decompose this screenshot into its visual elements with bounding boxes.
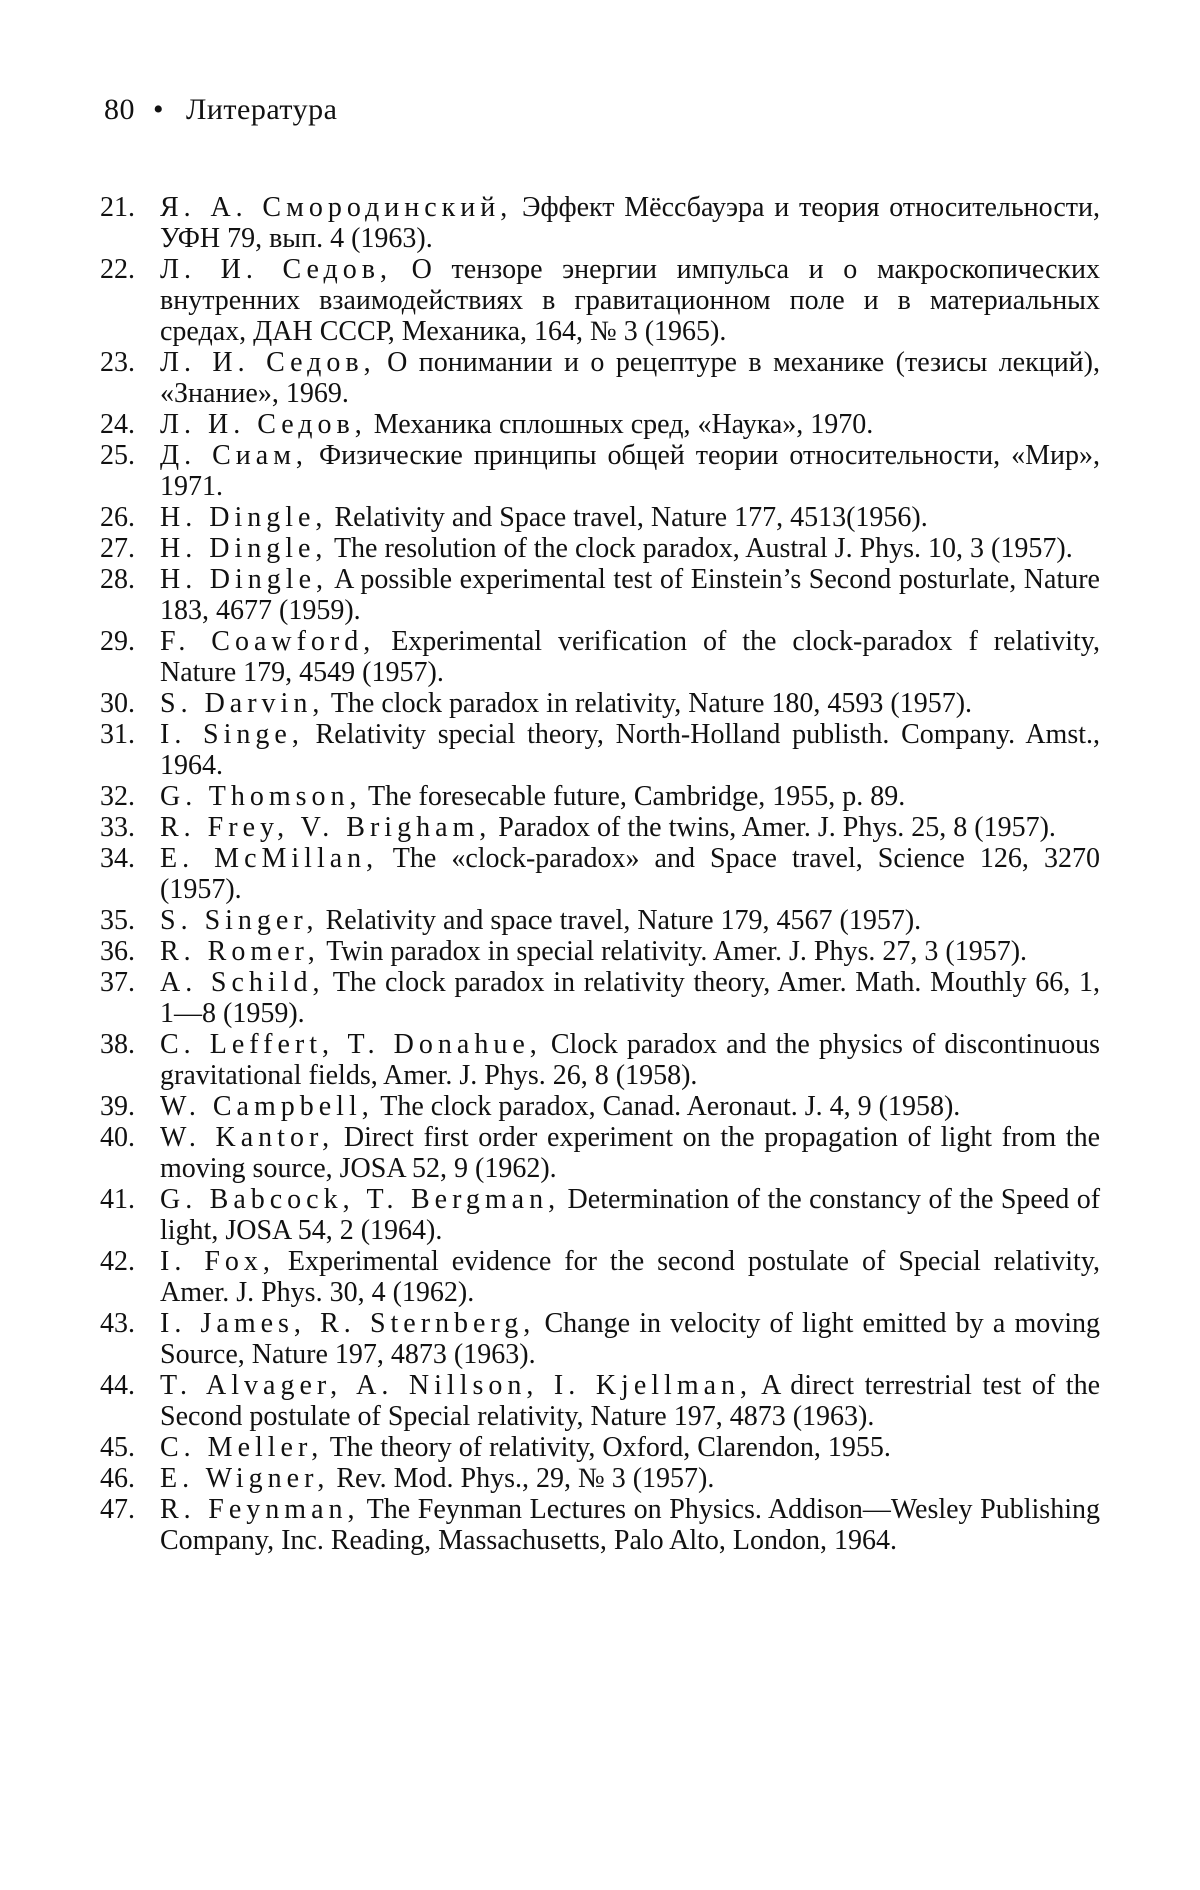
reference-item: [100, 1122, 1100, 1184]
reference-text: The clock paradox in relativity theory, Amer. Math. Mouthly 66, 1, 1—8 (1959).: [160, 967, 1101, 1029]
reference-number: 36.: [100, 936, 135, 967]
reference-text: Experimental evidence for the second postulate of Special relativity, Amer. J. Phys. 30, 4 (1962).: [160, 1246, 1100, 1308]
reference-item: [100, 781, 1100, 812]
reference-item: [100, 533, 1100, 564]
reference-text: The clock paradox in relativity, Nature 180, 4593 (1957).: [330, 688, 973, 719]
reference-author: G. Babcock, T. Bergman,: [160, 1184, 561, 1215]
reference-text: The Feynman Lectures on Physics. Addison—Wesley Publishing Company, Inc. Reading, Massachusetts, Palo Alto, London, 1964.: [160, 1494, 1100, 1556]
reference-text: Relativity and Space travel, Nature 177, 4513(1956).: [334, 502, 928, 533]
reference-number: 39.: [100, 1091, 135, 1122]
reference-number: 32.: [100, 781, 135, 812]
reference-text: The theory of relativity, Oxford, Clarendon, 1955.: [329, 1432, 891, 1463]
header-separator: •: [153, 93, 165, 126]
reference-number: 22.: [100, 254, 135, 285]
reference-item: [100, 967, 1100, 1029]
reference-item: [100, 564, 1100, 626]
reference-number: 45.: [100, 1432, 135, 1463]
reference-author: Л. И. Седов,: [160, 347, 376, 378]
reference-text: О понимании и о рецептуре в механике (тезисы лекций), «Знание», 1969.: [160, 347, 1100, 409]
reference-author: W. Campbell,: [160, 1091, 374, 1122]
reference-text: Twin paradox in special relativity. Amer. J. Phys. 27, 3 (1957).: [326, 936, 1028, 967]
reference-author: T. Alvager, A. Nillson, I. Kjellman,: [160, 1370, 753, 1401]
reference-item: [100, 1308, 1100, 1370]
reference-text: Relativity and space travel, Nature 179, 4567 (1957).: [325, 905, 922, 936]
reference-text: Физические принципы общей теории относительности, «Мир», 1971.: [160, 440, 1101, 502]
reference-item: [100, 440, 1100, 502]
reference-author: A. Schild,: [160, 967, 325, 998]
page-number: 80: [104, 93, 135, 126]
reference-number: 46.: [100, 1463, 135, 1494]
reference-text: A direct terrestrial test of the Second postulate of Special relativity, Nature 197, 4873 (1963).: [160, 1370, 1100, 1432]
reference-text: Rev. Mod. Phys., 29, № 3 (1957).: [336, 1463, 715, 1494]
reference-number: 31.: [100, 719, 135, 750]
reference-item: [100, 812, 1100, 843]
reference-text: Механика сплошных сред, «Наука», 1970.: [373, 409, 874, 440]
reference-author: I. Fox,: [160, 1246, 275, 1277]
running-head: [104, 92, 337, 128]
reference-text: The clock paradox, Canad. Aeronaut. J. 4, 9 (1958).: [380, 1091, 961, 1122]
reference-number: 47.: [100, 1494, 135, 1525]
reference-text: Paradox of the twins, Amer. J. Phys. 25, 8 (1957).: [498, 812, 1056, 843]
reference-text: Change in velocity of light emitted by a moving Source, Nature 197, 4873 (1963).: [160, 1308, 1101, 1370]
reference-number: 30.: [100, 688, 135, 719]
reference-number: 21.: [100, 192, 135, 223]
reference-item: [100, 1184, 1100, 1246]
reference-author: E. McMillan,: [160, 843, 379, 874]
reference-item: [100, 688, 1100, 719]
reference-item: [100, 347, 1100, 409]
reference-author: E. Wigner,: [160, 1463, 330, 1494]
reference-text: A possible experimental test of Einstein’s Second posturlate, Nature 183, 4677 (1959).: [160, 564, 1100, 626]
reference-author: S. Darvin,: [160, 688, 325, 719]
reference-author: H. Dingle,: [160, 564, 329, 595]
reference-item: [100, 502, 1100, 533]
reference-item: [100, 1029, 1100, 1091]
reference-author: G. Thomson,: [160, 781, 362, 812]
reference-item: [100, 843, 1100, 905]
reference-author: C. Meller,: [160, 1432, 324, 1463]
reference-item: [100, 192, 1100, 254]
reference-item: [100, 1494, 1100, 1556]
reference-number: 28.: [100, 564, 135, 595]
reference-text: The foresecable future, Cambridge, 1955, p. 89.: [368, 781, 906, 812]
reference-author: I. Singe,: [160, 719, 304, 750]
reference-author: H. Dingle,: [160, 502, 328, 533]
reference-number: 34.: [100, 843, 135, 874]
reference-item: [100, 626, 1100, 688]
reference-item: [100, 1463, 1100, 1494]
reference-number: 24.: [100, 409, 135, 440]
reference-text: Relativity special theory, North-Holland publisth. Company. Amst., 1964.: [160, 719, 1100, 781]
reference-item: [100, 254, 1100, 347]
reference-number: 43.: [100, 1308, 135, 1339]
reference-text: Clock paradox and the physics of discontinuous gravitational fields, Amer. J. Phys. 26, 8 (1958).: [160, 1029, 1100, 1091]
reference-author: S. Singer,: [160, 905, 319, 936]
reference-text: Direct first order experiment on the propagation of light from the moving source, JOSA 52, 9 (1962).: [160, 1122, 1100, 1184]
reference-item: [100, 409, 1100, 440]
reference-item: [100, 1091, 1100, 1122]
reference-text: Эффект Мёссбауэра и теория относительности, УФН 79, вып. 4 (1963).: [160, 192, 1100, 254]
reference-author: Д. Сиам,: [160, 440, 308, 471]
reference-number: 41.: [100, 1184, 135, 1215]
reference-number: 29.: [100, 626, 135, 657]
reference-number: 35.: [100, 905, 135, 936]
reference-author: Л. И. Седов,: [160, 409, 367, 440]
reference-text: О тензоре энергии импульса и о макроскопических внутренних взаимодействиях в гравитационном поле и в материальных средах, ДАН СССР, Механика, 164, № 3 (1965).: [160, 254, 1100, 347]
reference-number: 44.: [100, 1370, 135, 1401]
reference-number: 25.: [100, 440, 135, 471]
reference-number: 40.: [100, 1122, 135, 1153]
reference-author: Я. А. Смородинский,: [160, 192, 513, 223]
reference-number: 23.: [100, 347, 135, 378]
reference-author: Л. И. Седов,: [160, 254, 393, 285]
reference-author: I. James, R. Sternberg,: [160, 1308, 536, 1339]
reference-text: Determination of the constancy of the Speed of light, JOSA 54, 2 (1964).: [160, 1184, 1101, 1246]
reference-item: [100, 936, 1100, 967]
reference-author: R. Feynman,: [160, 1494, 360, 1525]
reference-item: [100, 719, 1100, 781]
reference-number: 27.: [100, 533, 135, 564]
reference-text: The «clock-paradox» and Space travel, Science 126, 3270 (1957).: [160, 843, 1101, 905]
reference-item: [100, 1432, 1100, 1463]
reference-number: 42.: [100, 1246, 135, 1277]
reference-author: R. Romer,: [160, 936, 320, 967]
reference-author: H. Dingle,: [160, 533, 328, 564]
reference-author: R. Frey, V. Brigham,: [160, 812, 492, 843]
reference-number: 26.: [100, 502, 135, 533]
reference-author: F. Coawford,: [160, 626, 376, 657]
reference-item: [100, 1246, 1100, 1308]
reference-text: The resolution of the clock paradox, Austral J. Phys. 10, 3 (1957).: [333, 533, 1073, 564]
reference-item: [100, 1370, 1100, 1432]
reference-number: 33.: [100, 812, 135, 843]
section-title: Литература: [186, 93, 338, 126]
reference-text: Experimental verification of the clock-paradox f relativity, Nature 179, 4549 (1957).: [160, 626, 1100, 688]
reference-item: [100, 905, 1100, 936]
reference-number: 37.: [100, 967, 135, 998]
reference-list: [100, 192, 1100, 1556]
reference-author: C. Leffert, T. Donahue,: [160, 1029, 542, 1060]
reference-number: 38.: [100, 1029, 135, 1060]
reference-author: W. Kantor,: [160, 1122, 335, 1153]
